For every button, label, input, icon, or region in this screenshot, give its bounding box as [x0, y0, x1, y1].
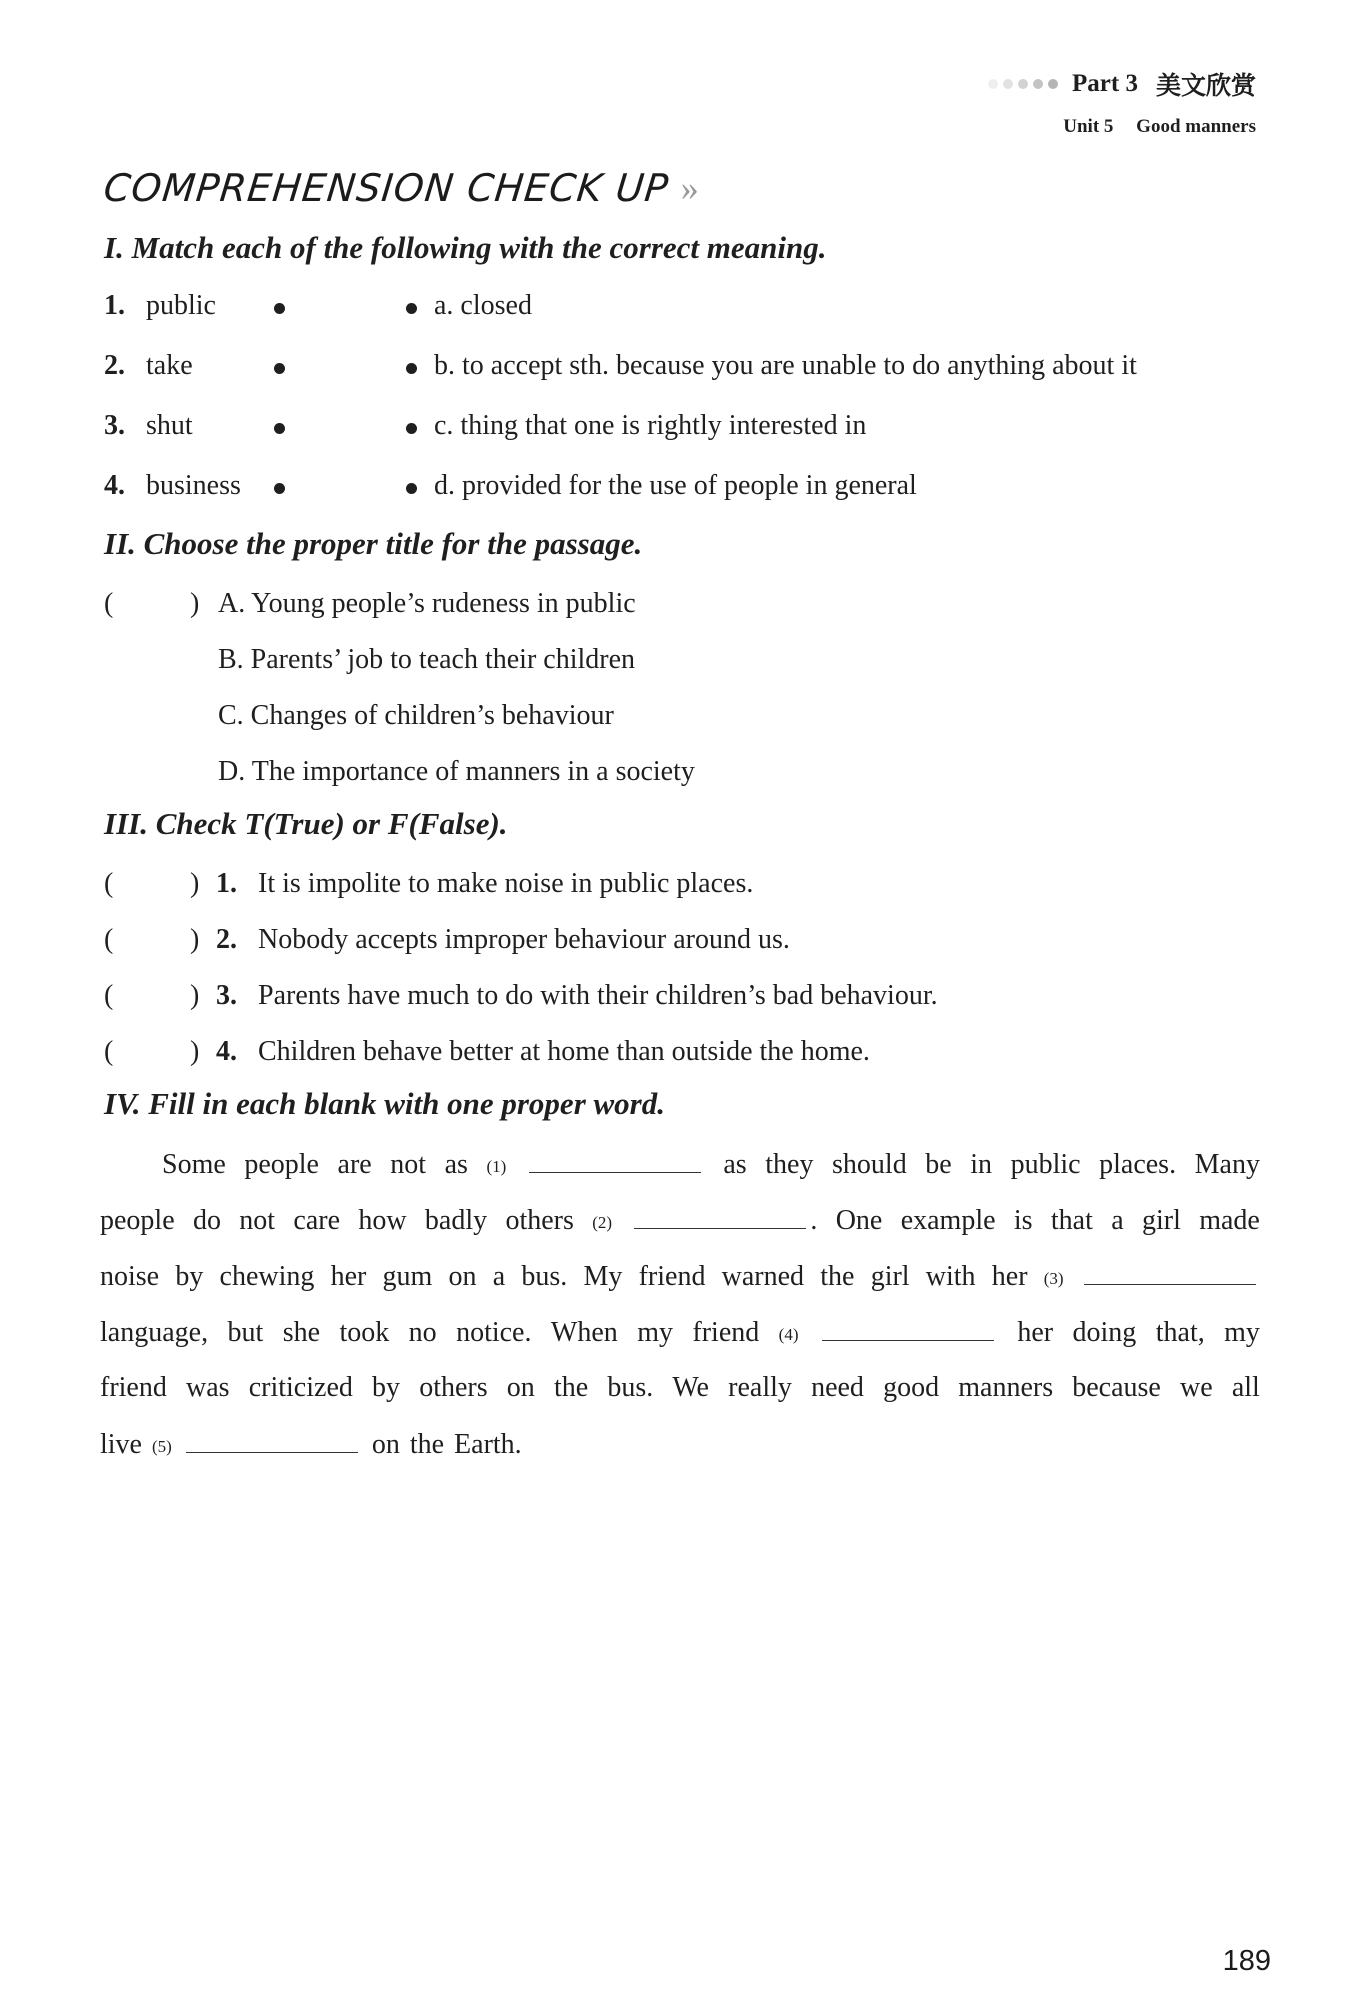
- word: badly: [424, 1205, 488, 1236]
- tf-statement: Children behave better at home than outside the home.: [258, 1036, 870, 1067]
- word: bus.: [607, 1372, 654, 1403]
- word: by: [175, 1261, 204, 1292]
- word: be: [925, 1149, 952, 1180]
- word: the: [820, 1261, 855, 1292]
- word: We: [672, 1372, 709, 1403]
- tf-statement: Parents have much to do with their children’s bad behaviour.: [258, 980, 938, 1011]
- word: care: [293, 1205, 341, 1236]
- cloze-line: [100, 1260, 1260, 1293]
- match-word: shut: [146, 410, 193, 441]
- word: was: [186, 1372, 230, 1403]
- word: she: [282, 1317, 321, 1348]
- comprehension-banner: [101, 166, 691, 210]
- word: friend: [638, 1261, 706, 1292]
- word: as: [723, 1149, 747, 1180]
- right-match-dot[interactable]: [406, 303, 417, 314]
- tf-item: [104, 868, 1104, 908]
- double-chevron-icon: »: [680, 168, 691, 208]
- part-label: Part 3: [1072, 70, 1138, 97]
- decorative-dots: [988, 79, 1058, 89]
- word: on: [506, 1372, 535, 1403]
- unit-title: Good manners: [1136, 116, 1256, 137]
- answer-paren-open: (: [104, 980, 114, 1011]
- word: need: [811, 1372, 864, 1403]
- word: by: [372, 1372, 401, 1403]
- left-match-dot[interactable]: [274, 423, 285, 434]
- cloze-line: [100, 1316, 1260, 1349]
- word: notice.: [456, 1317, 532, 1348]
- word: really: [728, 1372, 792, 1403]
- word: Earth.: [454, 1429, 522, 1460]
- cloze-line: [100, 1428, 1260, 1461]
- word: language,: [100, 1317, 209, 1348]
- word: Some: [162, 1149, 226, 1180]
- word: not: [239, 1205, 276, 1236]
- answer-paren-open: (: [104, 868, 114, 899]
- word: because: [1072, 1372, 1161, 1403]
- answer-paren-close: ): [190, 980, 200, 1011]
- word: all: [1231, 1372, 1260, 1403]
- word: manners: [958, 1372, 1054, 1403]
- word: noise: [100, 1261, 160, 1292]
- word: but: [227, 1317, 264, 1348]
- part-chinese-title: 美文欣赏: [1155, 71, 1256, 100]
- section-3-title: III. Check T(True) or F(False).: [104, 806, 508, 841]
- banner-title: COMPREHENSION CHECK UP: [101, 166, 671, 210]
- word: should: [832, 1149, 907, 1180]
- answer-paren-open: (: [104, 588, 114, 619]
- match-word: public: [146, 290, 216, 321]
- word: her: [330, 1261, 367, 1292]
- title-option-d: D. The importance of manners in a society: [218, 756, 695, 787]
- tf-number: 3.: [216, 980, 237, 1011]
- word: is: [1013, 1205, 1033, 1236]
- tf-answer-blank[interactable]: [116, 864, 186, 904]
- tf-statement: Nobody accepts improper behaviour around us.: [258, 924, 790, 955]
- tf-item: [104, 1036, 1104, 1076]
- answer-paren-close: ): [190, 1036, 200, 1067]
- word: a: [492, 1261, 506, 1292]
- match-row: [104, 410, 1284, 450]
- word: no: [408, 1317, 437, 1348]
- word: with: [925, 1261, 976, 1292]
- word: One: [835, 1205, 883, 1236]
- decorative-dot-icon: [1003, 79, 1013, 89]
- word: in: [970, 1149, 993, 1180]
- title-option-a: A. Young people’s rudeness in public: [218, 588, 636, 619]
- match-word: business: [146, 470, 241, 501]
- answer-paren-close: ): [190, 924, 200, 955]
- cloze-line: [100, 1148, 1260, 1181]
- decorative-dot-icon: [1018, 79, 1028, 89]
- section-1-title: I. Match each of the following with the correct meaning.: [104, 230, 827, 265]
- word: not: [390, 1149, 427, 1180]
- match-row: [104, 350, 1284, 390]
- word: on: [448, 1261, 477, 1292]
- word: my: [1224, 1317, 1260, 1348]
- fill-blank[interactable]: [1080, 1260, 1260, 1293]
- right-match-dot[interactable]: [406, 483, 417, 494]
- answer-paren-close: ): [190, 868, 200, 899]
- right-match-dot[interactable]: [406, 363, 417, 374]
- fill-blank[interactable]: [525, 1148, 705, 1181]
- word: that: [1050, 1205, 1093, 1236]
- word: a: [1111, 1205, 1124, 1236]
- word: Many: [1194, 1149, 1260, 1180]
- word: places.: [1099, 1149, 1177, 1180]
- word: the: [553, 1372, 589, 1403]
- tf-statement: It is impolite to make noise in public places.: [258, 868, 754, 899]
- word: her: [1017, 1317, 1054, 1348]
- tf-number: 1.: [216, 868, 237, 899]
- match-meaning: c. thing that one is rightly interested in: [434, 410, 867, 441]
- word: When: [550, 1317, 618, 1348]
- title-option-c: C. Changes of children’s behaviour: [218, 700, 614, 731]
- left-match-dot[interactable]: [274, 303, 285, 314]
- tf-answer-blank[interactable]: [116, 920, 186, 960]
- match-meaning: d. provided for the use of people in general: [434, 470, 917, 501]
- word: criticized: [248, 1372, 353, 1403]
- title-option-b: B. Parents’ job to teach their children: [218, 644, 636, 675]
- word: live: [100, 1429, 142, 1460]
- word: do: [192, 1205, 221, 1236]
- word: friend: [692, 1317, 760, 1348]
- word: are: [337, 1149, 372, 1180]
- right-match-dot[interactable]: [406, 423, 417, 434]
- answer-paren-open: (: [104, 924, 114, 955]
- tf-item: [104, 924, 1104, 964]
- word: chewing: [219, 1261, 315, 1292]
- match-word: take: [146, 350, 193, 381]
- cloze-line: [100, 1372, 1260, 1404]
- word: example: [900, 1205, 996, 1236]
- section-2-title: II. Choose the proper title for the passage.: [104, 526, 643, 561]
- left-match-dot[interactable]: [274, 363, 285, 374]
- word: public: [1010, 1149, 1081, 1180]
- fill-blank[interactable]: [182, 1428, 362, 1461]
- tf-number: 2.: [216, 924, 237, 955]
- match-meaning: b. to accept sth. because you are unable to do anything about it: [434, 350, 1137, 381]
- word: how: [358, 1205, 407, 1236]
- fill-blank[interactable]: [818, 1316, 998, 1349]
- decorative-dot-icon: [988, 79, 998, 89]
- blank-number: (2): [592, 1213, 613, 1232]
- word: we: [1180, 1372, 1213, 1403]
- section-4-title: IV. Fill in each blank with one proper word.: [104, 1086, 665, 1121]
- blank-number: (4): [778, 1325, 799, 1344]
- tf-answer-blank[interactable]: [116, 976, 186, 1016]
- word: her: [991, 1261, 1028, 1292]
- decorative-dot-icon: [1048, 79, 1058, 89]
- word: gum: [382, 1261, 433, 1292]
- cloze-line: [100, 1204, 1260, 1237]
- word: on: [371, 1429, 400, 1460]
- word: girl: [1141, 1205, 1181, 1236]
- word: people: [100, 1205, 175, 1236]
- tf-number: 4.: [216, 1036, 237, 1067]
- blank-number: (1): [486, 1157, 507, 1176]
- word: my: [637, 1317, 673, 1348]
- match-meaning: a. closed: [434, 290, 532, 321]
- match-row: [104, 470, 1284, 510]
- cloze-paragraph: [100, 1148, 1260, 1478]
- match-row: [104, 290, 1284, 330]
- word: they: [765, 1149, 814, 1180]
- page-header: [988, 66, 1256, 138]
- word: warned: [721, 1261, 805, 1292]
- answer-paren-close: ): [190, 588, 200, 619]
- match-number: 4.: [104, 470, 125, 501]
- tf-answer-blank[interactable]: [116, 1032, 186, 1072]
- page-number: 189: [1222, 1945, 1271, 1977]
- fill-blank[interactable]: .: [630, 1204, 817, 1237]
- word: others: [505, 1205, 574, 1236]
- match-number: 1.: [104, 290, 125, 321]
- word: good: [883, 1372, 940, 1403]
- match-number: 3.: [104, 410, 125, 441]
- word: as: [444, 1149, 468, 1180]
- word: friend: [100, 1372, 167, 1403]
- unit-label: Unit 5: [1063, 116, 1114, 137]
- unit-heading: [988, 116, 1256, 138]
- word: the: [409, 1429, 445, 1460]
- match-number: 2.: [104, 350, 125, 381]
- word: made: [1199, 1205, 1260, 1236]
- word: people: [244, 1149, 319, 1180]
- answer-paren-open: (: [104, 1036, 114, 1067]
- word: took: [339, 1317, 390, 1348]
- word: others: [419, 1372, 488, 1403]
- word: doing: [1072, 1317, 1137, 1348]
- tf-item: [104, 980, 1104, 1020]
- blank-number: (5): [152, 1437, 172, 1456]
- word: that,: [1155, 1317, 1205, 1348]
- word: bus.: [521, 1261, 568, 1292]
- word: girl: [870, 1261, 910, 1292]
- decorative-dot-icon: [1033, 79, 1043, 89]
- blank-number: (3): [1043, 1269, 1064, 1288]
- part-heading: [988, 66, 1256, 102]
- answer-blank[interactable]: [114, 582, 184, 622]
- word: My: [583, 1261, 623, 1292]
- left-match-dot[interactable]: [274, 483, 285, 494]
